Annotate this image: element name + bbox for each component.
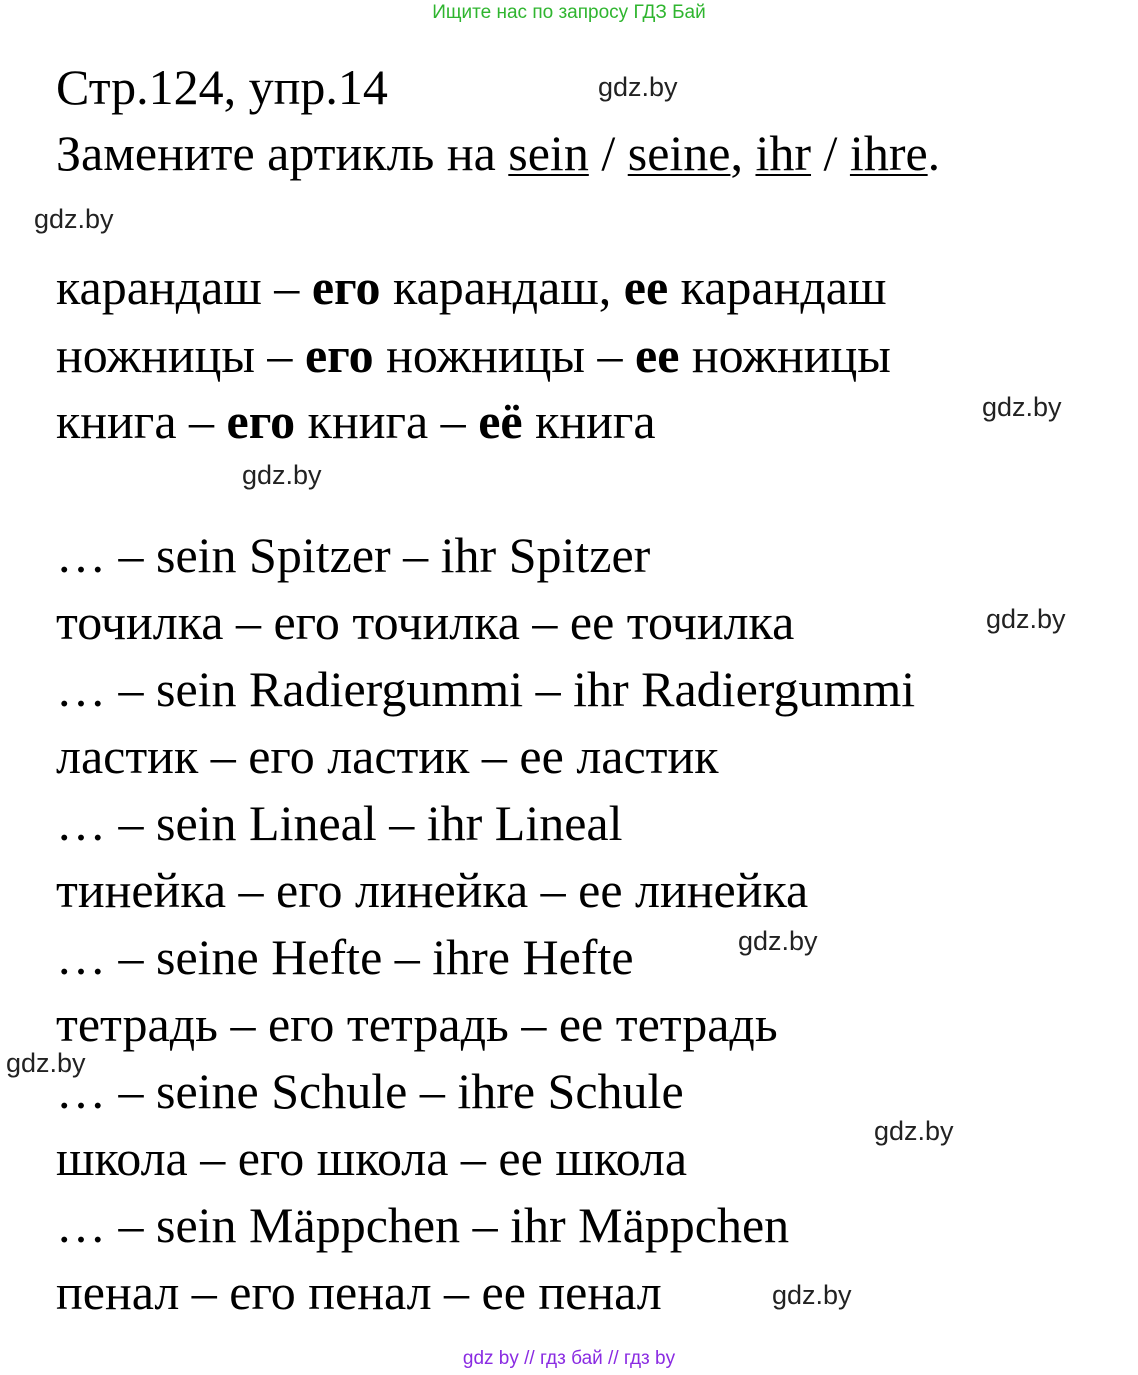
answer-line: … – sein Mäppchen – ihr Mäppchen	[56, 1197, 790, 1253]
separator: /	[811, 125, 850, 181]
watermark: gdz.by	[242, 460, 322, 490]
instruction-prefix: Замените артикль на	[56, 125, 509, 181]
watermark: gdz.by	[738, 926, 818, 956]
page-title: Стр.124, упр.14	[56, 59, 388, 115]
bold-word: ее	[635, 327, 680, 383]
word-ihre: ihre	[849, 125, 928, 181]
row-text: книга –	[295, 393, 479, 449]
watermark: gdz.by	[874, 1116, 954, 1146]
row-text: ножницы –	[56, 327, 305, 383]
answer-line: точилка – его точилка – ее точилка	[56, 594, 795, 650]
bold-word: её	[478, 393, 523, 449]
bold-word: его	[226, 393, 296, 449]
instruction	[56, 125, 941, 181]
russian-row-3	[56, 393, 656, 449]
russian-row-1	[56, 259, 887, 315]
answer-line: пенал – его пенал – ее пенал	[56, 1264, 662, 1320]
bold-word: его	[311, 259, 381, 315]
row-text: карандаш	[668, 259, 887, 315]
separator: /	[588, 125, 628, 181]
answer-line: … – sein Spitzer – ihr Spitzer	[56, 527, 651, 583]
word-ihr: ihr	[755, 125, 812, 181]
row-text: карандаш –	[56, 259, 312, 315]
bold-word: ее	[623, 259, 669, 315]
watermark: gdz.by	[34, 204, 114, 234]
word-sein: sein	[508, 125, 589, 181]
bold-word: его	[304, 327, 374, 383]
row-text: ножницы –	[373, 327, 636, 383]
row-text: книга –	[56, 393, 227, 449]
footer: gdz by // гдз бай // гдз by	[462, 1348, 676, 1369]
russian-row-2	[56, 327, 891, 383]
answer-line: … – sein Radiergummi – ihr Radiergummi	[56, 661, 916, 717]
watermark: gdz.by	[598, 72, 678, 102]
answer-line: … – seine Schule – ihre Schule	[56, 1063, 684, 1119]
row-text: карандаш,	[380, 259, 624, 315]
separator: ,	[730, 125, 756, 181]
row-text: книга	[522, 393, 656, 449]
answer-line: школа – его школа – ее школа	[56, 1130, 688, 1186]
answer-line: … – sein Lineal – ihr Lineal	[56, 795, 623, 851]
watermark: gdz.by	[6, 1048, 86, 1078]
answer-line: ластик – его ластик – ее ластик	[56, 728, 719, 784]
answer-line: тинейка – его линейка – ее линейка	[56, 862, 809, 918]
top-banner: Ищите нас по запросу ГДЗ Бай	[432, 2, 706, 23]
period: .	[927, 125, 941, 181]
answer-line: тетрадь – его тетрадь – ее тетрадь	[56, 996, 778, 1052]
watermark: gdz.by	[772, 1280, 852, 1310]
answer-line: … – seine Hefte – ihre Hefte	[56, 929, 634, 985]
watermark: gdz.by	[986, 604, 1066, 634]
watermark: gdz.by	[982, 392, 1062, 422]
word-seine: seine	[627, 125, 731, 181]
row-text: ножницы	[679, 327, 891, 383]
